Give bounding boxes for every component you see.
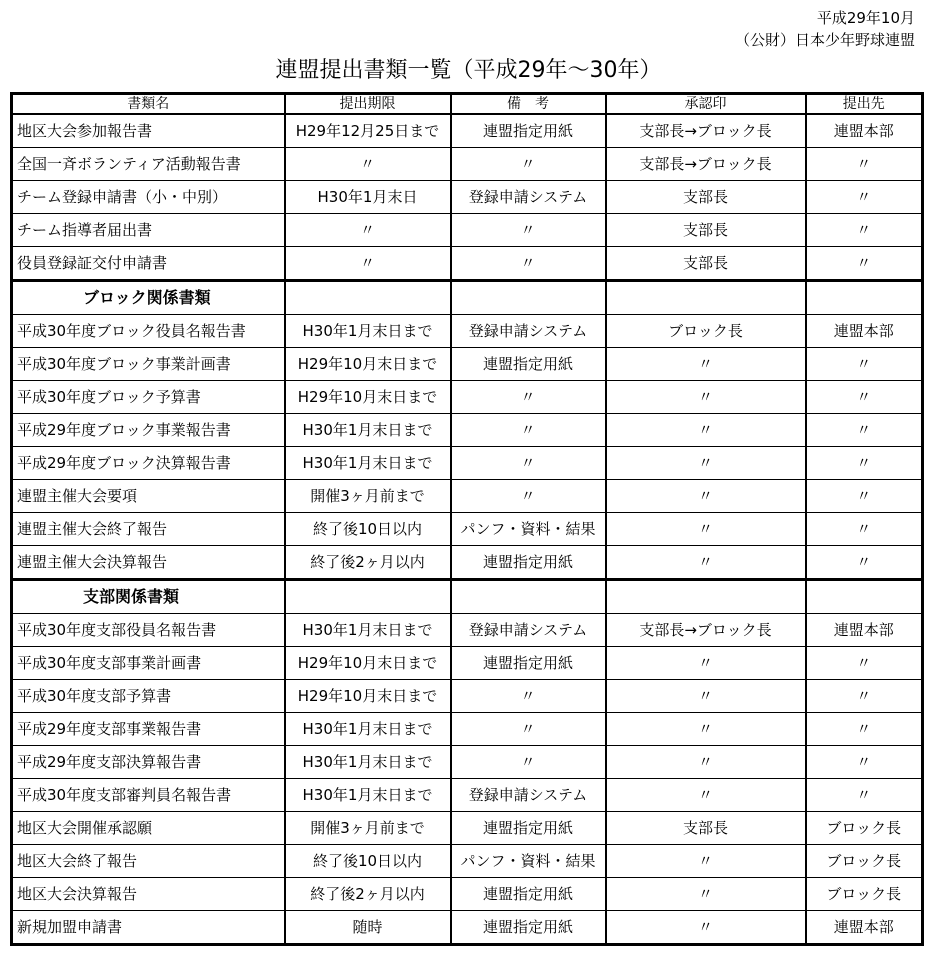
table-row — [12, 247, 923, 281]
cell-deadline: H29年10月末日まで — [285, 381, 451, 414]
section-title: ブロック関係書類 — [12, 281, 285, 315]
cell-submit-to: 〃 — [806, 214, 923, 247]
empty-cell — [806, 281, 923, 315]
page-title: 連盟提出書類一覧（平成29年～30年） — [275, 58, 662, 83]
cell-submit-to: 〃 — [806, 647, 923, 680]
cell-deadline: H30年1月末日まで — [285, 713, 451, 746]
cell-remarks: 〃 — [451, 148, 606, 181]
cell-deadline: 終了後10日以内 — [285, 513, 451, 546]
cell-deadline: 終了後2ヶ月以内 — [285, 878, 451, 911]
table-body — [12, 114, 923, 945]
cell-submit-to: 〃 — [806, 713, 923, 746]
cell-approval-stamp: 支部長→ブロック長 — [606, 614, 806, 647]
cell-deadline: H30年1月末日まで — [285, 447, 451, 480]
cell-submit-to: 連盟本部 — [806, 614, 923, 647]
cell-approval-stamp: 〃 — [606, 513, 806, 546]
table-row — [12, 680, 923, 713]
cell-deadline: H30年1月末日まで — [285, 746, 451, 779]
cell-approval-stamp: 〃 — [606, 546, 806, 580]
cell-submit-to: 〃 — [806, 680, 923, 713]
cell-deadline: H30年1月末日 — [285, 181, 451, 214]
cell-deadline: H29年10月末日まで — [285, 348, 451, 381]
column-header-submit-to: 提出先 — [806, 94, 923, 115]
cell-approval-stamp: 〃 — [606, 680, 806, 713]
cell-submit-to: 〃 — [806, 447, 923, 480]
cell-approval-stamp: 〃 — [606, 911, 806, 945]
cell-deadline: H30年1月末日まで — [285, 315, 451, 348]
cell-submit-to: 〃 — [806, 414, 923, 447]
table-row — [12, 414, 923, 447]
cell-deadline: H30年1月末日まで — [285, 414, 451, 447]
empty-cell — [451, 580, 606, 614]
table-row — [12, 148, 923, 181]
table-row — [12, 878, 923, 911]
table-row — [12, 779, 923, 812]
cell-submit-to: 〃 — [806, 513, 923, 546]
table-row — [12, 447, 923, 480]
documents-table — [10, 92, 924, 946]
cell-deadline: 開催3ヶ月前まで — [285, 480, 451, 513]
cell-remarks: 連盟指定用紙 — [451, 114, 606, 148]
cell-approval-stamp: 〃 — [606, 647, 806, 680]
cell-remarks: パンフ・資料・結果 — [451, 845, 606, 878]
cell-approval-stamp: 〃 — [606, 779, 806, 812]
table-row — [12, 214, 923, 247]
cell-submit-to: 〃 — [806, 348, 923, 381]
cell-submit-to: ブロック長 — [806, 878, 923, 911]
table-row — [12, 812, 923, 845]
cell-submit-to: ブロック長 — [806, 812, 923, 845]
cell-submit-to: 〃 — [806, 546, 923, 580]
cell-approval-stamp: ブロック長 — [606, 315, 806, 348]
cell-deadline: 〃 — [285, 214, 451, 247]
cell-document-name: 平成29年度支部決算報告書 — [12, 746, 285, 779]
cell-approval-stamp: 支部長 — [606, 812, 806, 845]
table-row — [12, 315, 923, 348]
cell-deadline: H29年12月25日まで — [285, 114, 451, 148]
table-row — [12, 647, 923, 680]
empty-cell — [285, 580, 451, 614]
cell-deadline: H29年10月末日まで — [285, 680, 451, 713]
cell-deadline: H30年1月末日まで — [285, 779, 451, 812]
cell-deadline: 終了後10日以内 — [285, 845, 451, 878]
table-row — [12, 381, 923, 414]
table-row — [12, 546, 923, 580]
cell-submit-to: 連盟本部 — [806, 315, 923, 348]
cell-remarks: 〃 — [451, 680, 606, 713]
table-row — [12, 513, 923, 546]
cell-document-name: 平成29年度ブロック決算報告書 — [12, 447, 285, 480]
cell-document-name: 平成30年度支部事業計画書 — [12, 647, 285, 680]
column-header-remarks: 備 考 — [451, 94, 606, 115]
cell-document-name: 連盟主催大会要項 — [12, 480, 285, 513]
cell-approval-stamp: 〃 — [606, 381, 806, 414]
cell-remarks: 連盟指定用紙 — [451, 911, 606, 945]
table-row — [12, 911, 923, 945]
cell-submit-to: 連盟本部 — [806, 911, 923, 945]
empty-cell — [285, 281, 451, 315]
cell-remarks: 〃 — [451, 447, 606, 480]
cell-document-name: 地区大会終了報告 — [12, 845, 285, 878]
organization-name: （公財）日本少年野球連盟 — [734, 31, 915, 49]
cell-approval-stamp: 〃 — [606, 414, 806, 447]
cell-remarks: 〃 — [451, 414, 606, 447]
cell-approval-stamp: 支部長 — [606, 247, 806, 281]
cell-document-name: チーム指導者届出書 — [12, 214, 285, 247]
cell-approval-stamp: 〃 — [606, 713, 806, 746]
cell-submit-to: ブロック長 — [806, 845, 923, 878]
cell-approval-stamp: 〃 — [606, 878, 806, 911]
cell-remarks: 〃 — [451, 214, 606, 247]
cell-submit-to: 〃 — [806, 746, 923, 779]
column-header-approval-stamp: 承認印 — [606, 94, 806, 115]
cell-remarks: 〃 — [451, 247, 606, 281]
table-row — [12, 181, 923, 214]
cell-deadline: 随時 — [285, 911, 451, 945]
section-header-row — [12, 281, 923, 315]
cell-document-name: 地区大会決算報告 — [12, 878, 285, 911]
cell-remarks: 〃 — [451, 746, 606, 779]
cell-approval-stamp: 〃 — [606, 746, 806, 779]
cell-document-name: 平成30年度ブロック役員名報告書 — [12, 315, 285, 348]
cell-remarks: パンフ・資料・結果 — [451, 513, 606, 546]
cell-remarks: 〃 — [451, 713, 606, 746]
cell-document-name: 平成30年度ブロック事業計画書 — [12, 348, 285, 381]
cell-deadline: 終了後2ヶ月以内 — [285, 546, 451, 580]
cell-remarks: 連盟指定用紙 — [451, 546, 606, 580]
cell-document-name: 役員登録証交付申請書 — [12, 247, 285, 281]
cell-document-name: 平成30年度支部予算書 — [12, 680, 285, 713]
empty-cell — [451, 281, 606, 315]
table-row — [12, 713, 923, 746]
document-date: 平成29年10月 — [816, 9, 915, 27]
cell-document-name: 新規加盟申請書 — [12, 911, 285, 945]
cell-document-name: 平成29年度ブロック事業報告書 — [12, 414, 285, 447]
table-row — [12, 480, 923, 513]
cell-document-name: 平成30年度支部審判員名報告書 — [12, 779, 285, 812]
cell-approval-stamp: 〃 — [606, 348, 806, 381]
cell-submit-to: 〃 — [806, 247, 923, 281]
cell-remarks: 登録申請システム — [451, 315, 606, 348]
table-header-row — [12, 94, 923, 115]
cell-approval-stamp: 〃 — [606, 845, 806, 878]
empty-cell — [806, 580, 923, 614]
cell-remarks: 〃 — [451, 480, 606, 513]
empty-cell — [606, 281, 806, 315]
cell-remarks: 登録申請システム — [451, 181, 606, 214]
cell-deadline: 〃 — [285, 247, 451, 281]
table-row — [12, 614, 923, 647]
cell-deadline: 〃 — [285, 148, 451, 181]
cell-submit-to: 連盟本部 — [806, 114, 923, 148]
cell-deadline: H29年10月末日まで — [285, 647, 451, 680]
table-row — [12, 348, 923, 381]
cell-document-name: 連盟主催大会決算報告 — [12, 546, 285, 580]
cell-document-name: 平成30年度ブロック予算書 — [12, 381, 285, 414]
column-header-document-name: 書類名 — [12, 94, 285, 115]
cell-document-name: 地区大会開催承認願 — [12, 812, 285, 845]
column-header-deadline: 提出期限 — [285, 94, 451, 115]
cell-submit-to: 〃 — [806, 148, 923, 181]
cell-document-name: 地区大会参加報告書 — [12, 114, 285, 148]
table-row — [12, 114, 923, 148]
cell-approval-stamp: 〃 — [606, 447, 806, 480]
section-title: 支部関係書類 — [12, 580, 285, 614]
cell-remarks: 〃 — [451, 381, 606, 414]
cell-approval-stamp: 支部長→ブロック長 — [606, 114, 806, 148]
cell-submit-to: 〃 — [806, 779, 923, 812]
cell-remarks: 連盟指定用紙 — [451, 348, 606, 381]
cell-remarks: 登録申請システム — [451, 614, 606, 647]
cell-document-name: 平成29年度支部事業報告書 — [12, 713, 285, 746]
cell-submit-to: 〃 — [806, 181, 923, 214]
cell-document-name: チーム登録申請書（小・中別） — [12, 181, 285, 214]
cell-approval-stamp: 支部長 — [606, 181, 806, 214]
cell-submit-to: 〃 — [806, 480, 923, 513]
empty-cell — [606, 580, 806, 614]
cell-submit-to: 〃 — [806, 381, 923, 414]
table-row — [12, 746, 923, 779]
section-header-row — [12, 580, 923, 614]
cell-remarks: 連盟指定用紙 — [451, 878, 606, 911]
cell-document-name: 連盟主催大会終了報告 — [12, 513, 285, 546]
cell-remarks: 連盟指定用紙 — [451, 812, 606, 845]
cell-approval-stamp: 支部長→ブロック長 — [606, 148, 806, 181]
table-row — [12, 845, 923, 878]
cell-approval-stamp: 〃 — [606, 480, 806, 513]
cell-remarks: 登録申請システム — [451, 779, 606, 812]
cell-approval-stamp: 支部長 — [606, 214, 806, 247]
cell-deadline: 開催3ヶ月前まで — [285, 812, 451, 845]
cell-document-name: 全国一斉ボランティア活動報告書 — [12, 148, 285, 181]
cell-remarks: 連盟指定用紙 — [451, 647, 606, 680]
cell-deadline: H30年1月末日まで — [285, 614, 451, 647]
cell-document-name: 平成30年度支部役員名報告書 — [12, 614, 285, 647]
